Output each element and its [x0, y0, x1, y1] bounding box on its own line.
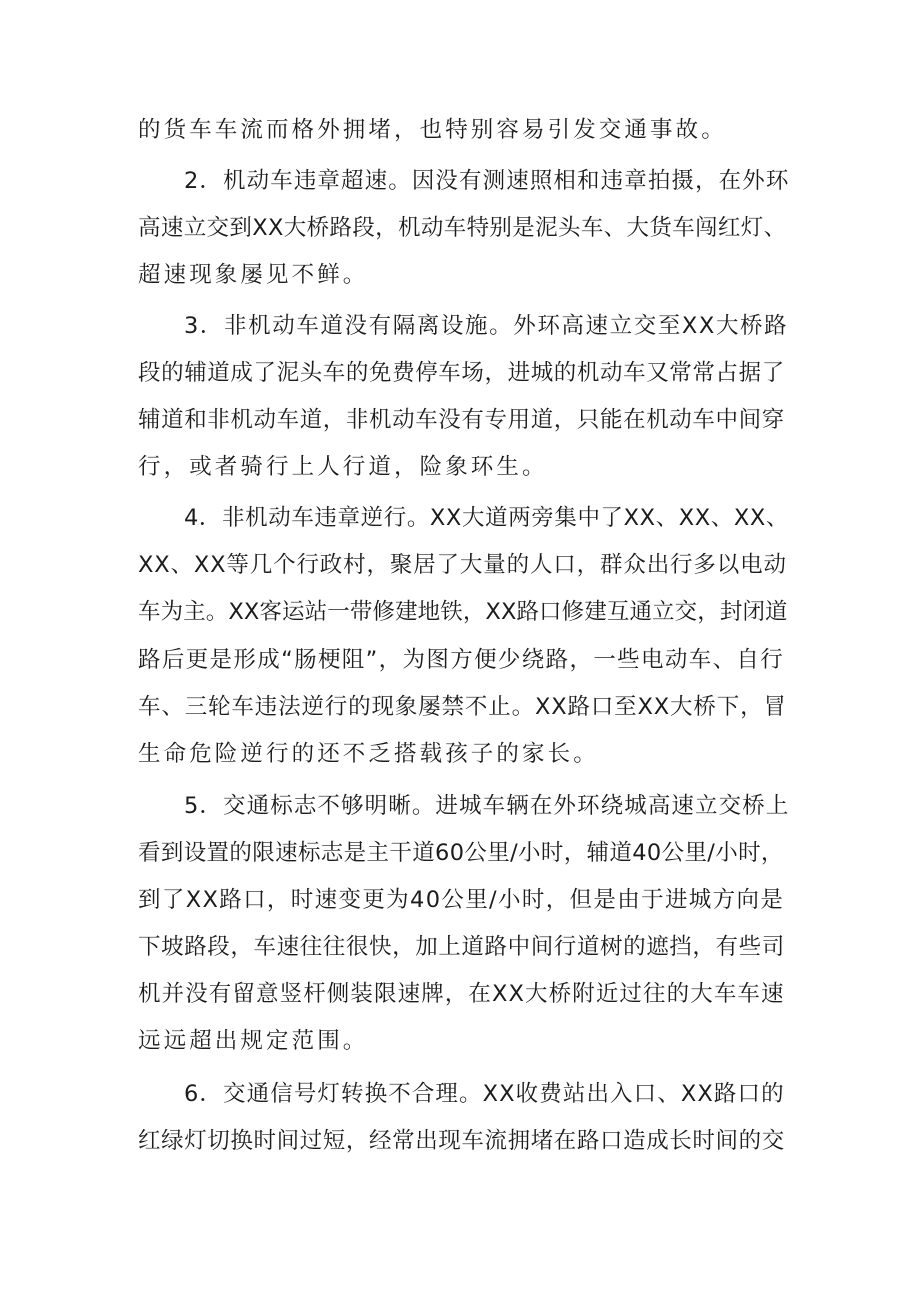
text-line: 看到设置的限速标志是主干道60公里/小时，辅道40公里/小时，	[138, 840, 784, 866]
text-line: 远远超出规定范围。	[138, 1028, 369, 1054]
text-line: 5．交通标志不够明晰。进城车辆在外环绕城高速立交桥上	[184, 793, 790, 819]
text-line: 的货车车流而格外拥堵，也特别容易引发交通事故。	[138, 117, 727, 143]
text-line: 行，或者骑行上人行道，险象环生。	[138, 454, 548, 480]
text-line: 高速立交到XX大桥路段，机动车特别是泥头车、大货车闯红灯、	[138, 215, 787, 241]
text-line: 6．交通信号灯转换不合理。XX收费站出入口、XX路口的	[184, 1081, 785, 1107]
text-line: 红绿灯切换时间过短，经常出现车流拥堵在路口造成长时间的交	[138, 1128, 785, 1154]
text-line: 生命危险逆行的还不乏搭载孩子的家长。	[138, 741, 599, 767]
text-line: 车、三轮车违法逆行的现象屡禁不止。XX路口至XX大桥下，冒	[138, 694, 787, 720]
text-line: 辅道和非机动车道，非机动车没有专用道，只能在机动车中间穿	[138, 407, 785, 433]
text-line: XX、XX等几个行政村，聚居了大量的人口，群众出行多以电动	[138, 552, 787, 578]
text-line: 车为主。XX客运站一带修建地铁，XX路口修建互通立交，封闭道	[138, 599, 788, 625]
text-line: 下坡路段，车速往往很快，加上道路中间行道树的遮挡，有些司	[138, 934, 785, 960]
text-line: 到了XX路口，时速变更为40公里/小时，但是由于进城方向是	[138, 887, 785, 913]
text-line: 路后更是形成“肠梗阻”，为图方便少绕路，一些电动车、自行	[138, 647, 785, 673]
text-line: 4．非机动车违章逆行。XX大道两旁集中了XX、XX、XX、	[184, 505, 790, 531]
text-line: 段的辅道成了泥头车的免费停车场，进城的机动车又常常占据了	[138, 360, 785, 386]
text-line: 机并没有留意竖杆侧装限速牌，在XX大桥附近过往的大车车速	[138, 981, 785, 1007]
text-line: 3．非机动车道没有隔离设施。外环高速立交至XX大桥路	[184, 313, 789, 339]
text-line: 超速现象屡见不鲜。	[138, 262, 369, 288]
text-line: 2．机动车违章超速。因没有测速照相和违章拍摄，在外环	[184, 168, 790, 194]
